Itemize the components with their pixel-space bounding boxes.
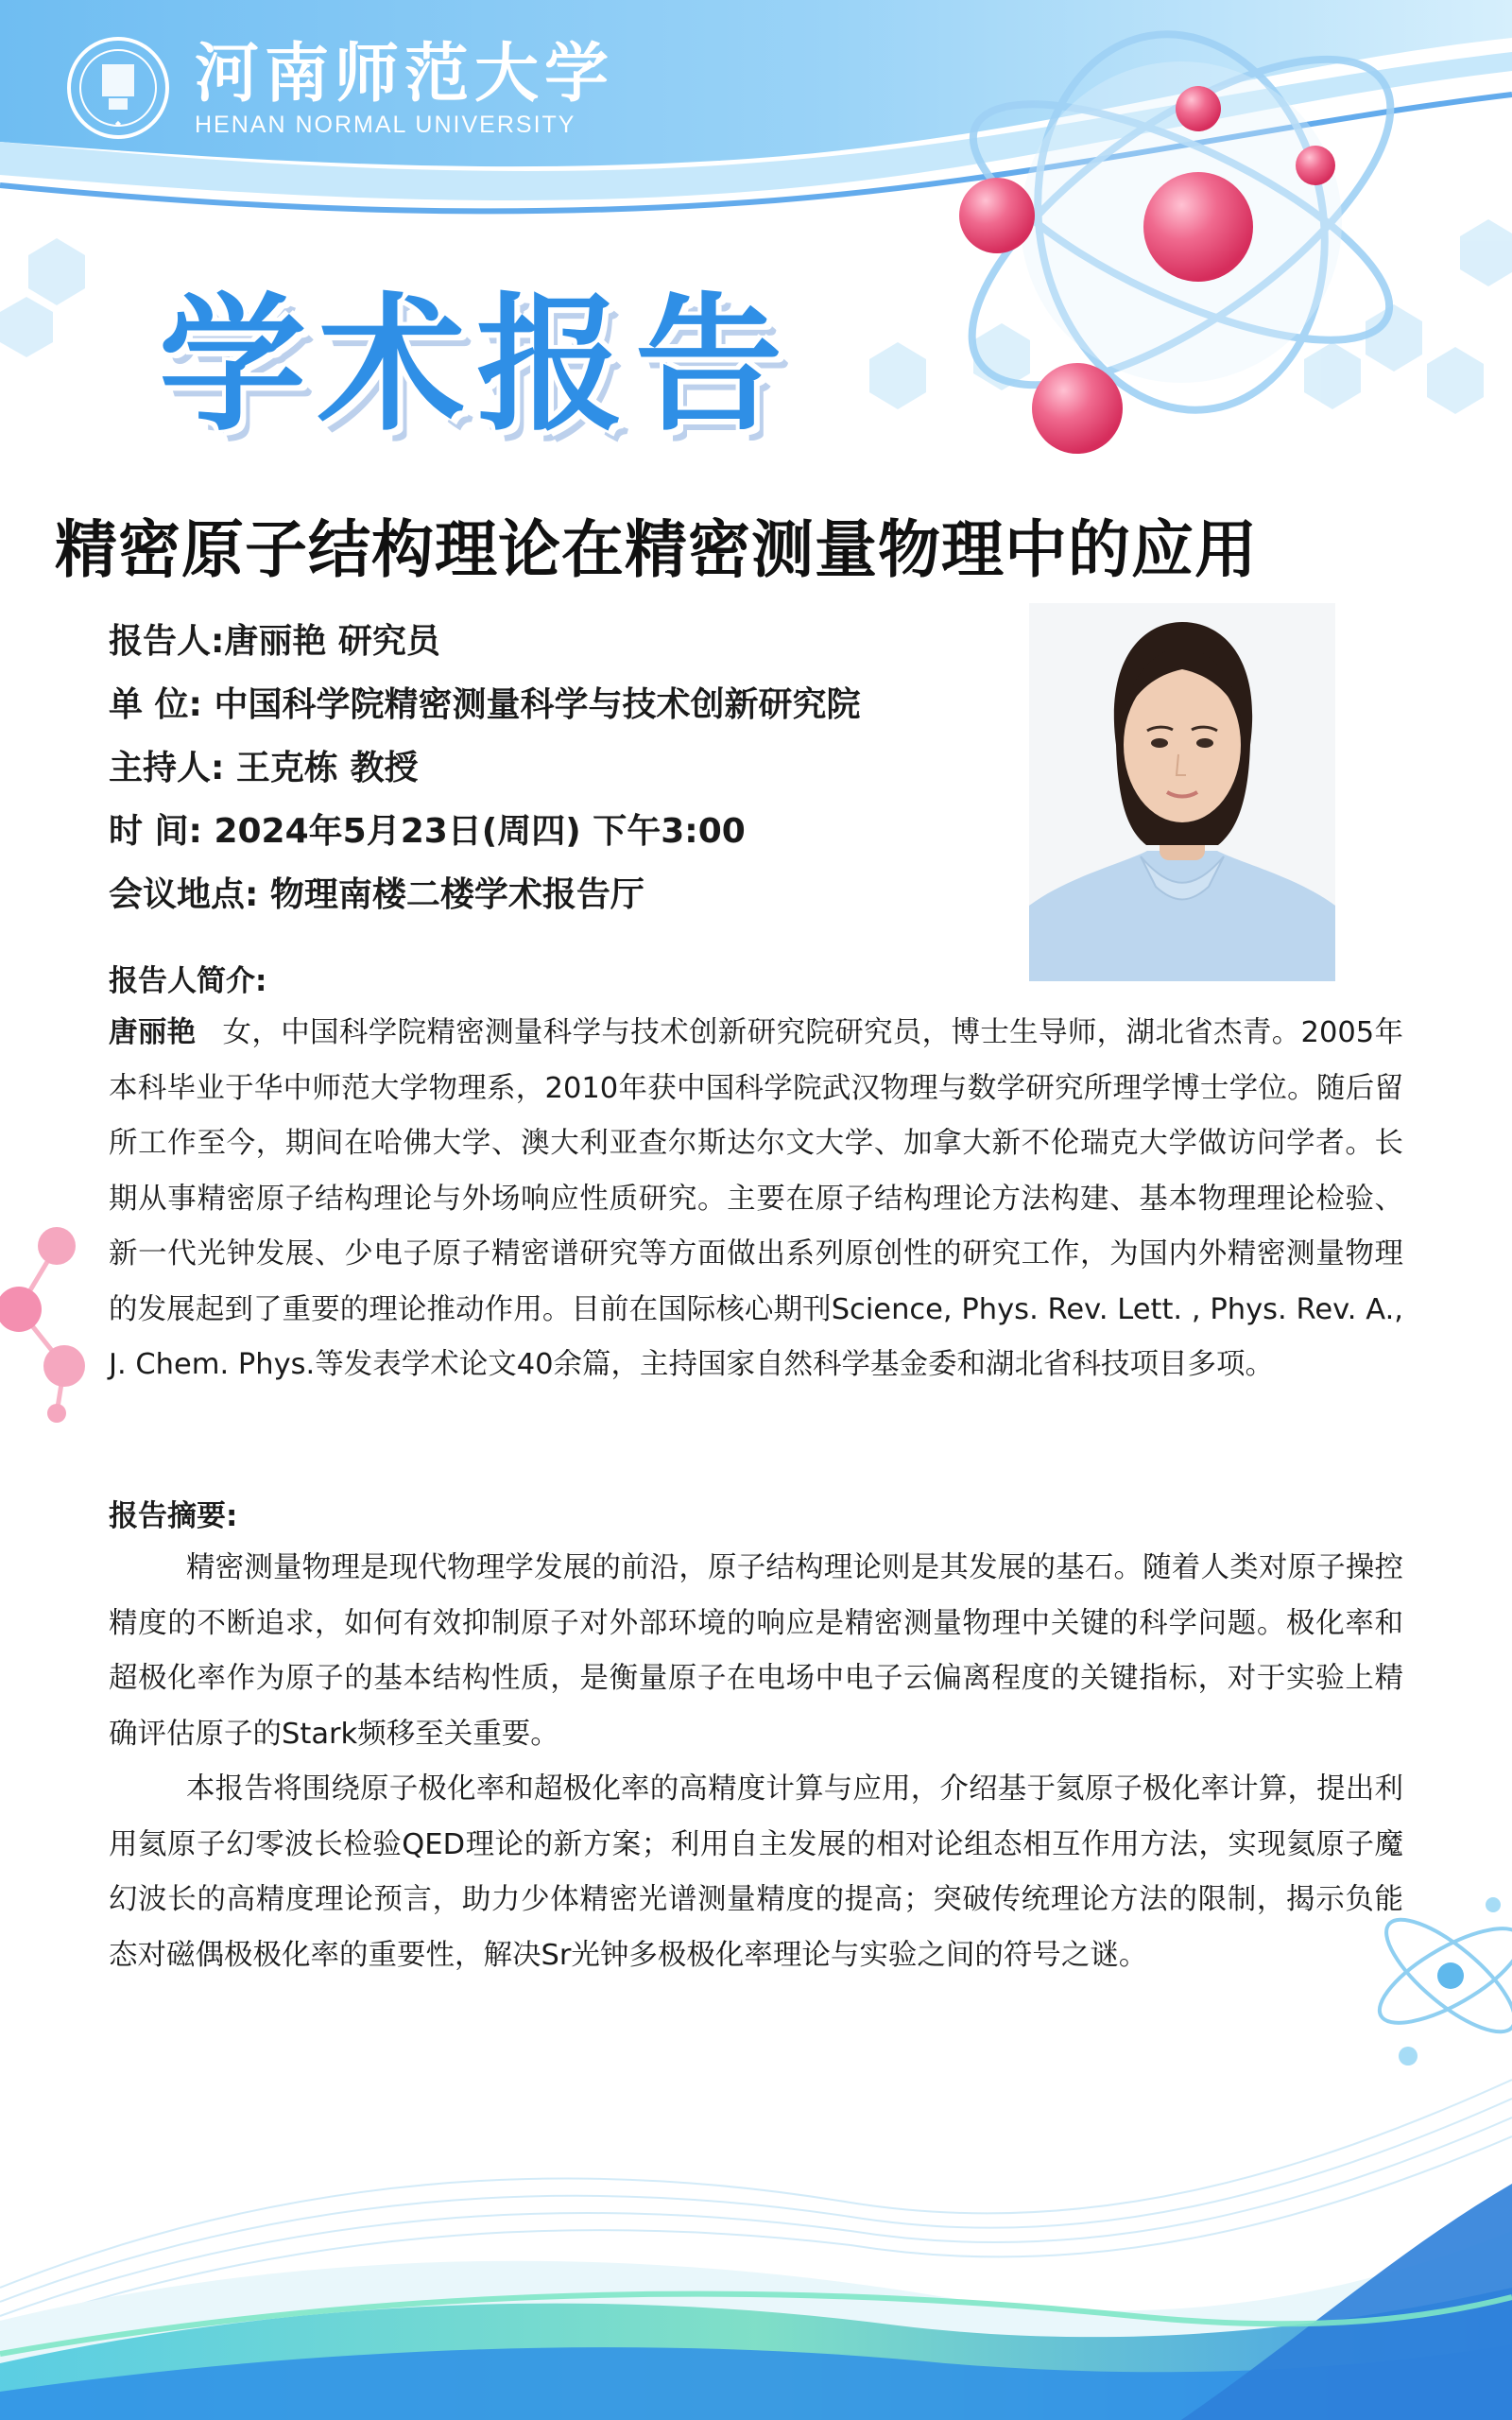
unit-line: 单 位: 中国科学院精密测量科学与技术创新研究院 [109,685,861,724]
speaker-photo [1029,603,1335,981]
speaker-line: 报告人:唐丽艳 研究员 [109,622,440,661]
abstract-paragraph-2: 本报告将围绕原子极化率和超极化率的高精度计算与应用，介绍基于氦原子极化率计算，提出利用氦原子幻零波长检验QED理论的新方案；利用自主发展的相对论组态相互作用方法，实现氦原子魔幻波长的高精度理论预言，助力少体精密光谱测量精度的提高；突破传统理论方法的限制，揭示负能态对磁偶极极化率的重要性，解决Sr光钟多极极化率理论与实验之间的符号之谜。 [109,1772,1403,1972]
time-line: 时 间: 2024年5月23日(周四) 下午3:00 [109,812,746,851]
bio-section [109,957,1403,1393]
bio-text: 女，中国科学院精密测量科学与技术创新研究院研究员，博士生导师，湖北省杰青。2005年本科毕业于华中师范大学物理系，2010年获中国科学院武汉物理与数学研究所理学博士学位。随后留所工作至今，期间在哈佛大学、澳大利亚查尔斯达尔文大学、加拿大新不伦瑞克大学做访问学者。长期从事精密原子结构理论与外场响应性质研究。主要在原子结构理论方法构建、基本物理理论检验、新一代光钟发展、少电子原子精密谱研究等方面做出系列原创性的研究工作，为国内外精密测量物理的发展起到了重要的理论推动作用。目前在国际核心期刊Science, Phys. Rev. Lett. , Phys. Rev. A., J. Chem. Phys.等发表学术论文40余篇，主持国家自然科学基金委和湖北省科技项目多项。 [109,1016,1403,1381]
info-block [109,610,860,926]
bio-paragraph [109,1006,1403,1393]
university-name-en: HENAN NORMAL UNIVERSITY [195,111,576,138]
banner-title: 学术报告 [159,279,794,451]
abstract-paragraph-1: 精密测量物理是现代物理学发展的前沿，原子结构理论则是其发展的基石。随着人类对原子操控精度的不断追求，如何有效抑制原子对外部环境的响应是精密测量物理中关键的科学问题。极化率和超极化率作为原子的基本结构性质，是衡量原子在电场中电子云偏离程度的关键指标，对于实验上精确评估原子的Stark频移至关重要。 [109,1551,1403,1751]
university-seal-icon [66,36,170,140]
abstract-heading: 报告摘要: [109,1499,238,1533]
bio-heading: 报告人简介: [109,964,267,998]
host-line: 主持人: 王克栋 教授 [109,749,419,787]
abstract-section [109,1492,1403,1983]
svg-text:◆: ◆ [114,119,122,128]
university-name-cn: 河南师范大学 [195,35,615,112]
speaker-name: 唐丽艳 [109,1016,197,1049]
university-logo [66,36,614,140]
venue-line: 会议地点: 物理南楼二楼学术报告厅 [109,875,644,914]
report-title: 精密原子结构理论在精密测量物理中的应用 [55,513,1258,586]
